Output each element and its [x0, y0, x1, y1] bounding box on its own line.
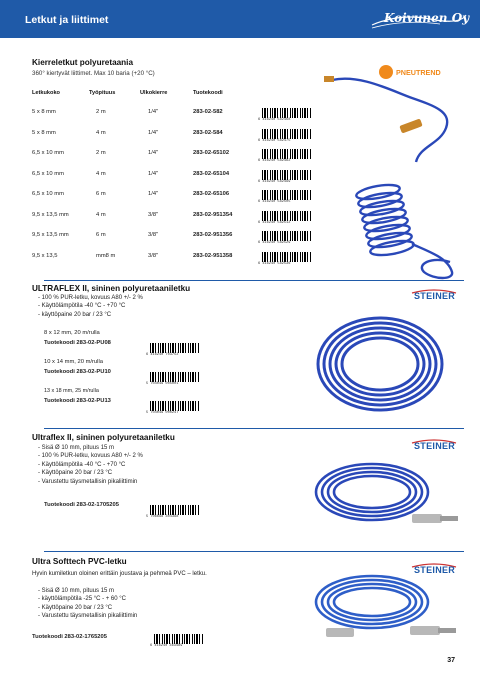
- cell-thread: 1/4": [148, 150, 159, 156]
- cell-size: 5 x 8 mm: [32, 129, 56, 136]
- hose-coil-image: [286, 456, 466, 538]
- cell-size: 9,5 x 13,5 mm: [32, 232, 69, 238]
- cell-thread: 1/4": [148, 191, 159, 197]
- cell-code: 283-02-582: [193, 109, 223, 115]
- bullet-text: käyttölämpötila -25 °C - + 60 °C: [41, 596, 127, 603]
- barcode-bars: [262, 149, 312, 159]
- barcode-digits: 6 416240 582529: [258, 241, 291, 245]
- bullet-text: Käyttöpaine 20 bar / 23 °C: [41, 470, 113, 477]
- cell-code: 283-02-584: [193, 129, 223, 136]
- bullet-dash-icon: -: [38, 470, 42, 477]
- cell-thread: 1/4": [148, 170, 159, 177]
- cell-code: 283-02-65102: [193, 150, 230, 156]
- section-divider: [44, 551, 464, 552]
- barcode: [258, 149, 314, 164]
- bullet-text: 100 % PUR-letku, kovuus A80 +/- 2 %: [41, 295, 143, 301]
- section2-title: ULTRAFLEX II, sininen polyuretaaniletku: [32, 284, 191, 293]
- bullet-dash-icon: -: [38, 613, 42, 620]
- cell-code: 283-02-65104: [193, 170, 230, 177]
- barcode-digits: 6 416240 363489: [150, 644, 183, 648]
- barcode-bars: [150, 343, 200, 353]
- barcode: [146, 372, 202, 387]
- cell-code: 283-02-65106: [193, 191, 230, 197]
- cell-length: 4 m: [96, 129, 106, 136]
- variant-code: Tuotekoodi 283-02-PU08: [44, 340, 111, 346]
- hose-reel-image: [305, 308, 455, 420]
- cell-size: 6,5 x 10 mm: [32, 150, 64, 156]
- bullet-dash-icon: -: [38, 478, 42, 485]
- page-number: 37: [447, 657, 455, 664]
- barcode-digits: 5 704049 000247: [146, 411, 179, 415]
- cell-thread: 3/8": [148, 232, 159, 238]
- barcode: [258, 231, 314, 246]
- section1-subtitle: 360° kiertyvät liittimet. Max 10 baria (+20 °C): [32, 70, 155, 77]
- cell-length: 2 m: [96, 109, 106, 115]
- barcode: [150, 634, 206, 649]
- barcode-bars: [262, 211, 312, 221]
- bullet-dash-icon: -: [38, 453, 42, 460]
- barcode-digits: 6 416240 582499: [258, 179, 291, 184]
- barcode-bars: [150, 401, 200, 411]
- barcode: [258, 252, 314, 267]
- bullet-text: Käyttölämpötila -40 °C - +70 °C: [41, 461, 126, 468]
- company-logo: [370, 9, 468, 31]
- bullet-text: 100 % PUR-letku, kovuus A80 +/- 2 %: [41, 453, 143, 460]
- barcode-bars: [262, 129, 312, 139]
- section4-title: Ultra Softtech PVC-letku: [32, 557, 127, 566]
- variant-label: 10 x 14 mm, 20 m/rulla: [44, 359, 103, 365]
- col-header-size: Letkukoko: [32, 90, 60, 96]
- coiled-hose-image: [320, 62, 470, 282]
- bullet-dash-icon: -: [38, 311, 42, 318]
- cell-length: 6 m: [96, 191, 106, 197]
- barcode-digits: 6 416240 582536: [258, 261, 291, 266]
- bullet-text: Käyttölämpötila -40 °C - +70 °C: [41, 303, 126, 310]
- bullet-dash-icon: -: [38, 461, 42, 468]
- bullet-dash-icon: -: [38, 295, 42, 301]
- col-header-length: Työpituus: [89, 90, 116, 96]
- section1-title: Kierreletkut polyuretaania: [32, 58, 134, 67]
- steiner-logo-text: STEINER: [414, 291, 456, 301]
- page-header: [0, 0, 480, 38]
- barcode: [146, 505, 202, 520]
- cell-thread: 1/4": [148, 109, 159, 115]
- steiner-logo: [408, 289, 460, 303]
- cell-length: 6 m: [96, 232, 106, 238]
- barcode-digits: 6 416240 582482: [258, 159, 291, 163]
- bullet-dash-icon: -: [38, 604, 42, 611]
- section3-code: Tuotekoodi 283-02-1705205: [44, 502, 119, 508]
- col-header-thread: Ulkokierre: [140, 90, 168, 96]
- cell-thread: 1/4": [148, 129, 159, 136]
- bullet-item: [38, 587, 137, 595]
- cell-length: 4 m: [96, 170, 106, 177]
- bullet-item: [38, 461, 143, 469]
- barcode-digits: 6 416240 582512: [258, 220, 291, 225]
- section3-bullets: [38, 444, 143, 486]
- section4-bullets: [38, 587, 137, 621]
- section-divider: [44, 428, 464, 429]
- bullet-item: [38, 444, 143, 452]
- bullet-item: [38, 469, 143, 477]
- bullet-dash-icon: -: [38, 303, 42, 310]
- barcode: [258, 170, 314, 185]
- bullet-dash-icon: -: [38, 445, 42, 451]
- cell-size: 5 x 8 mm: [32, 109, 56, 115]
- barcode: [258, 108, 314, 123]
- bullet-text: käyttöpaine 20 bar / 23 °C: [41, 311, 112, 318]
- cell-thread: 3/8": [148, 252, 159, 259]
- section-divider: [44, 280, 464, 281]
- cell-length: 2 m: [96, 150, 106, 156]
- header-title: Letkut ja liittimet: [25, 14, 109, 26]
- cell-size: 9,5 x 13,5: [32, 252, 58, 259]
- barcode: [258, 211, 314, 226]
- cell-thread: 3/8": [148, 211, 159, 218]
- barcode-digits: 6 416240 582505: [258, 200, 291, 204]
- cell-size: 6,5 x 10 mm: [32, 191, 64, 197]
- barcode-digits: 5 704049 005001: [146, 382, 179, 386]
- barcode-digits: 6 416240 582468: [258, 118, 291, 122]
- bullet-item: [38, 478, 143, 486]
- barcode-digits: 6 416240 582475: [258, 138, 291, 143]
- steiner-logo-text: STEINER: [414, 565, 456, 575]
- barcode-bars: [262, 170, 312, 180]
- barcode-bars: [262, 108, 312, 118]
- cell-length: mm8 m: [96, 252, 116, 259]
- variant-label: 13 x 18 mm, 25 m/rulla: [44, 388, 99, 394]
- barcode-bars: [262, 231, 312, 241]
- barcode: [258, 190, 314, 205]
- barcode: [146, 343, 202, 358]
- cell-size: 9,5 x 13,5 mm: [32, 211, 69, 218]
- cell-code: 283-02-951354: [193, 211, 233, 218]
- bullet-item: [38, 302, 143, 310]
- section4-intro: Hyvin kumiletkun oloinen erittäin joustava ja pehmeä PVC – letku.: [32, 571, 207, 577]
- section4-code: Tuotekoodi 283-02-1765205: [32, 634, 107, 640]
- bullet-item: [38, 604, 137, 612]
- bullet-item: [38, 311, 143, 319]
- steiner-logo-text: STEINER: [414, 441, 456, 451]
- barcode: [258, 129, 314, 144]
- pvc-hose-coil-image: [286, 568, 466, 650]
- bullet-dash-icon: -: [38, 588, 42, 594]
- pneutrend-logo-text: PNEUTREND: [396, 68, 441, 77]
- bullet-dash-icon: -: [38, 596, 42, 603]
- barcode-bars: [150, 505, 200, 515]
- col-header-code: Tuotekoodi: [193, 90, 223, 96]
- barcode-bars: [262, 190, 312, 200]
- bullet-text: Varustettu täysmetallisin pikaliittimin: [41, 478, 138, 485]
- barcode-digits: 5 706698 304398: [146, 515, 179, 519]
- bullet-text: Varustettu täysmetallisin pikaliittimin: [41, 613, 138, 620]
- bullet-text: Käyttöpaine 20 bar / 23 °C: [41, 604, 113, 611]
- cell-size: 6,5 x 10 mm: [32, 170, 64, 177]
- bullet-text: Sisä Ø 10 mm, pituus 15 m: [41, 445, 115, 451]
- barcode: [146, 401, 202, 416]
- bullet-text: Sisä Ø 10 mm, pituus 15 m: [41, 588, 115, 594]
- variant-code: Tuotekoodi 283-02-PU13: [44, 398, 111, 404]
- steiner-logo: [408, 439, 460, 453]
- cell-length: 4 m: [96, 211, 106, 218]
- bullet-item: [38, 294, 143, 302]
- bullet-item: [38, 595, 137, 603]
- barcode-digits: 6 416240 703752: [146, 353, 179, 357]
- section2-bullets: [38, 294, 143, 319]
- bullet-item: [38, 612, 137, 620]
- barcode-bars: [154, 634, 204, 644]
- company-logo-text: Koivunen Oy: [384, 11, 470, 25]
- barcode-bars: [150, 372, 200, 382]
- variant-code: Tuotekoodi 283-02-PU10: [44, 369, 111, 375]
- bullet-item: [38, 452, 143, 460]
- variant-label: 8 x 12 mm, 20 m/rulla: [44, 330, 100, 336]
- section3-title: Ultraflex II, sininen polyuretaaniletku: [32, 433, 175, 442]
- cell-code: 283-02-951356: [193, 232, 233, 238]
- barcode-bars: [262, 252, 312, 262]
- cell-code: 283-02-951358: [193, 252, 233, 259]
